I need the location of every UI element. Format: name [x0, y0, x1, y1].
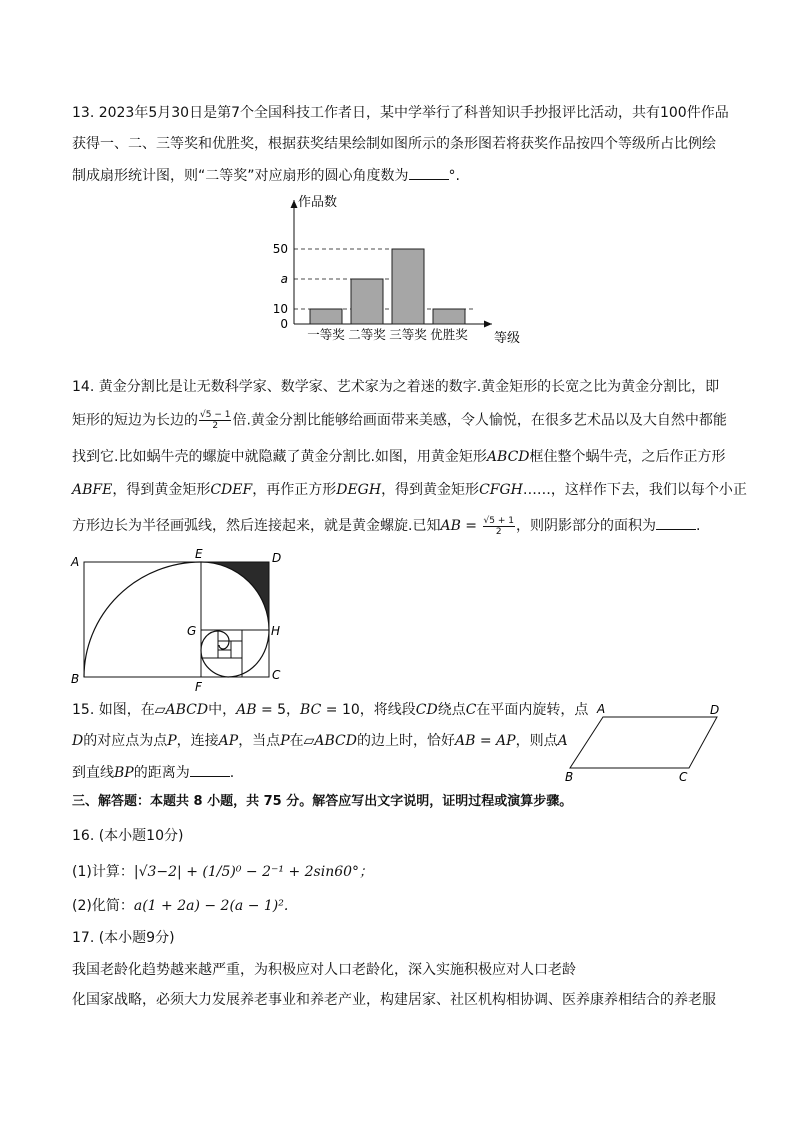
q16-p1-a: (1)计算：|	[72, 864, 139, 880]
q16-p1-sqrt: √3	[138, 864, 157, 880]
q15-line-2	[72, 731, 568, 751]
q15-l2-m8: A	[557, 733, 568, 749]
q16-title: 16. (本小题10分)	[72, 828, 184, 844]
q13-line-2: 获得一、二、三等奖和优胜奖，根据获奖结果绘制如图所示的条形图若将获奖作品按四个等级所占比例绘	[72, 136, 716, 152]
q13-line-3-end: °.	[448, 168, 460, 184]
q17-line-2: 化国家战略，必须大力发展养老事业和养老产业，构建居家、社区机构相协调、医养康养相结合的养老服	[72, 992, 716, 1008]
q15-l2-m5: ABCD	[314, 733, 357, 749]
q15-l3-a: 到直线	[72, 765, 114, 781]
q14-line-5-post: ，则阴影部分的面积为	[515, 518, 656, 534]
bar-三等奖	[392, 249, 424, 324]
bar-二等奖	[351, 279, 383, 324]
bar-优胜奖	[433, 309, 465, 324]
q14-line-2-pre: 矩形的短边为长边的	[72, 412, 198, 429]
q14-fraction-2-den: 2	[495, 526, 502, 537]
q15-l2-b: ，连接	[176, 733, 219, 749]
q15-l2-c: ，当点	[238, 733, 281, 749]
label-g: G	[187, 624, 197, 638]
q15-l1-f: 在平面内旋转，点	[476, 702, 589, 718]
q14-line-5-end: .	[695, 518, 701, 534]
q14-equals: =	[460, 518, 482, 534]
x-axis-arrow	[484, 321, 492, 328]
y-tick-0: 0	[280, 317, 288, 331]
label-d: D	[272, 551, 282, 565]
q15-l3-m1: BP	[114, 765, 134, 781]
q14-answer-blank[interactable]	[656, 515, 696, 530]
q14-line-3-post: 框住整个蜗牛壳，之后作正方形	[529, 449, 726, 465]
q16-p1-frac: 1/5	[207, 864, 231, 880]
label-f: F	[195, 680, 202, 694]
q15-l2-d: 在▱	[289, 733, 315, 749]
x-tick-二等奖: 二等奖	[348, 327, 386, 342]
q15-l1-d: = 10，将线段	[321, 702, 416, 718]
q14-line-4-t3: ，得到黄金矩形	[381, 482, 480, 498]
q15-l1-a: 15. 如图，在▱	[72, 702, 166, 718]
q14-line-5	[72, 515, 700, 537]
x-axis-label: 等级	[494, 331, 521, 346]
rect-abcd	[84, 562, 269, 677]
label-a: A	[71, 555, 80, 569]
q16-p1-b: −2| + (	[156, 864, 208, 880]
award-bar-chart	[270, 188, 530, 348]
q15-l2-m1: D	[72, 733, 84, 749]
q15-l2-e: 的边上时，恰好	[357, 733, 455, 749]
q15-l1-b: 中，	[208, 702, 237, 718]
label-b: B	[71, 672, 80, 686]
parallelogram-abcd	[570, 717, 717, 768]
q14-line-3	[72, 447, 726, 467]
q15-l2-m6: AB	[455, 733, 476, 749]
q14-line-1: 14. 黄金分割比是让无数科学家、数学家、艺术家为之着迷的数字.黄金矩形的长宽之比为黄金分割比，即	[72, 379, 720, 395]
q15-l1-m3: BC	[300, 702, 322, 718]
label-h: H	[271, 624, 281, 638]
q15-answer-blank[interactable]	[190, 762, 230, 777]
q15-l1-m1: ABCD	[165, 702, 209, 718]
chart-bars	[310, 249, 465, 324]
q14-fraction-2	[483, 516, 515, 537]
pg-label-b: B	[565, 770, 574, 784]
q14-segment-ab: AB	[440, 518, 461, 534]
bar-一等奖	[310, 309, 342, 324]
q14-fraction-1	[199, 410, 231, 431]
q17-title: 17. (本小题9分)	[72, 930, 175, 946]
label-e: E	[195, 548, 203, 561]
y-axis-arrow	[291, 200, 298, 208]
chart-axes	[291, 200, 493, 328]
q14-rect-cdef: CDEF	[210, 482, 253, 498]
golden-spiral-figure	[66, 548, 296, 698]
parallelogram-figure	[557, 700, 730, 785]
q14-rect-abcd: ABCD	[486, 449, 530, 465]
q16-part-1	[72, 862, 373, 882]
q15-l2-m7: AP	[496, 733, 516, 749]
q15-l3-c: .	[229, 765, 235, 781]
q15-l2-m3: AP	[218, 733, 239, 749]
q14-fraction-2-num: √5 + 1	[483, 515, 514, 526]
q15-l3-b: 的距离为	[133, 765, 190, 781]
q15-line-1	[72, 700, 588, 720]
q16-p2-a: (2)化简：	[72, 898, 134, 914]
q14-line-3-pre: 找到它.比如蜗牛壳的螺旋中就隐藏了黄金分割比.如图，用黄金矩形	[72, 449, 487, 465]
q15-l2-a: 的对应点为点	[83, 733, 168, 749]
q17-line-1: 我国老龄化趋势越来越严重，为积极应对人口老龄化，深入实施积极应对人口老龄	[72, 962, 576, 978]
q14-line-2	[72, 410, 727, 431]
pg-label-a: A	[597, 702, 606, 716]
q14-line-4	[72, 480, 747, 500]
q16-part-2	[72, 896, 288, 916]
q16-p1-c: )⁰ − 2⁻¹ + 2sin60°；	[230, 864, 374, 880]
q15-l2-f: =	[475, 733, 497, 749]
label-c: C	[272, 668, 281, 682]
q14-fraction-1-den: 2	[212, 421, 219, 431]
q15-l2-g: ，则点	[515, 733, 558, 749]
q14-line-4-t1: ，得到黄金矩形	[112, 482, 211, 498]
q13-answer-blank[interactable]	[409, 165, 449, 180]
q13-line-1: 13. 2023年5月30日是第7个全国科技工作者日，某中学举行了科普知识手抄报评比活动，共有100件作品	[72, 105, 729, 121]
q14-line-5-pre: 方形边长为半径画弧线，然后连接起来，就是黄金螺旋.已知	[72, 518, 441, 534]
x-tick-一等奖: 一等奖	[307, 327, 345, 342]
pg-label-d: D	[710, 703, 720, 717]
golden-spiral	[84, 562, 269, 677]
q14-line-4-t2: ，再作正方形	[252, 482, 337, 498]
section-3-header: 三、解答题：本题共 8 小题，共 75 分。解答应写出文字说明，证明过程或演算步骤。	[72, 794, 573, 809]
q14-line-4-t4: ……，这样作下去，我们以每个小正	[522, 482, 747, 498]
q15-l2-m4: P	[280, 733, 290, 749]
q15-l1-m5: C	[465, 702, 477, 718]
y-tick-a: a	[280, 272, 288, 286]
q14-line-2-post: 倍.黄金分割比能够给画面带来美感，令人愉悦，在很多艺术品以及大自然中都能	[232, 412, 727, 429]
q15-line-3	[72, 762, 234, 783]
q15-l1-m4: CD	[415, 702, 438, 718]
q14-square-degh: DEGH	[336, 482, 382, 498]
x-tick-优胜奖: 优胜奖	[430, 327, 468, 342]
q16-p2-expr: a(1 + 2a) − 2(a − 1)².	[133, 898, 289, 914]
q13-line-3	[72, 165, 460, 186]
q13-line-3-text: 制成扇形统计图，则“二等奖”对应扇形的圆心角度数为	[72, 168, 409, 184]
y-tick-50: 50	[272, 242, 288, 256]
pg-label-c: C	[679, 770, 688, 784]
q14-square-abfe: ABFE	[72, 482, 113, 498]
shaded-region	[201, 562, 269, 630]
x-tick-三等奖: 三等奖	[389, 327, 427, 342]
q15-l1-e: 绕点	[437, 702, 466, 718]
q15-l1-m2: AB	[236, 702, 257, 718]
q15-l1-c: = 5，	[256, 702, 301, 718]
y-axis-label: 作品数	[298, 195, 338, 210]
q15-l2-m2: P	[167, 733, 177, 749]
y-tick-10: 10	[272, 302, 288, 316]
q14-fraction-1-num: √5 − 1	[200, 410, 231, 420]
q14-rect-cfgh: CFGH	[479, 482, 523, 498]
